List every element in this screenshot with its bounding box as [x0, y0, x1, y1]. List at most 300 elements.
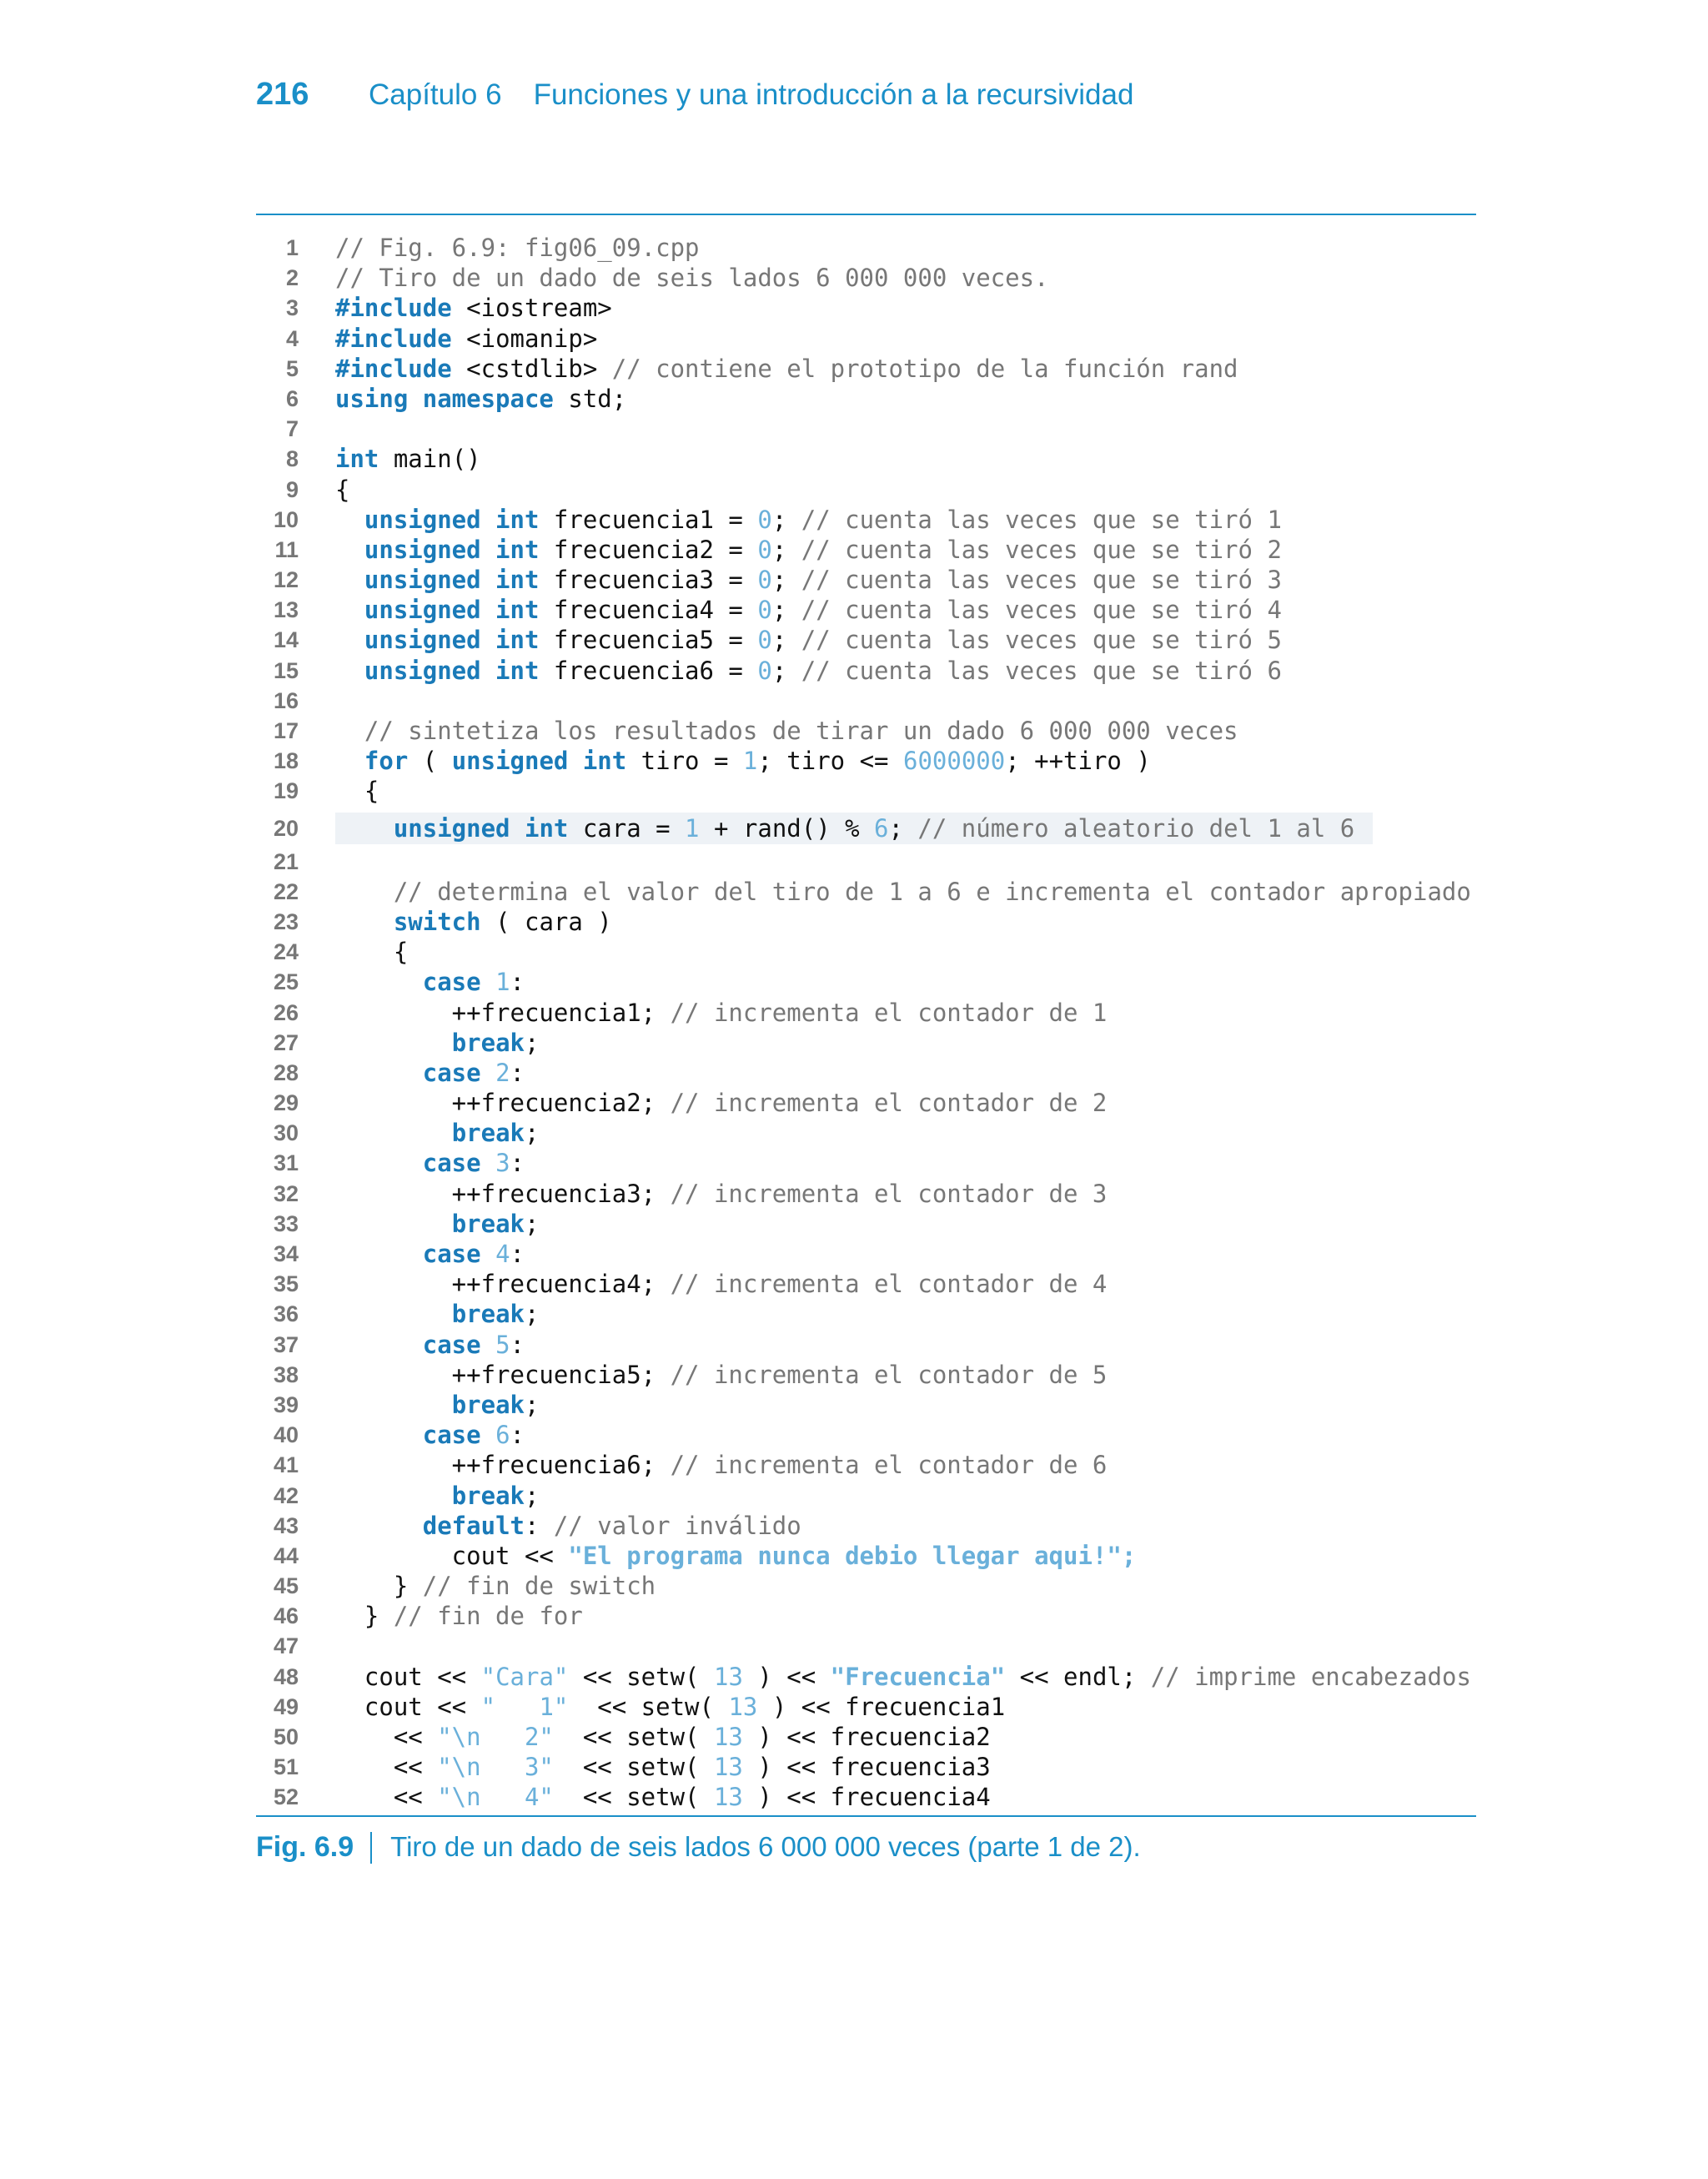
- line-number: 3: [285, 295, 299, 321]
- line-number: 50: [273, 1724, 299, 1749]
- code-text: [335, 998, 1107, 1028]
- code-token: // cuenta las veces que se tiró 4: [801, 596, 1282, 625]
- code-token: // fin de switch: [422, 1572, 656, 1601]
- code-token: [335, 1240, 423, 1268]
- code-token: ;: [525, 1028, 540, 1057]
- code-token: break: [451, 1481, 525, 1510]
- line-number: 41: [273, 1452, 299, 1478]
- code-token: 6000000: [902, 747, 1006, 776]
- code-token: << setw(: [568, 1662, 714, 1691]
- code-token: [335, 814, 394, 843]
- line-number: 38: [273, 1361, 299, 1387]
- code-token: #include: [335, 324, 452, 353]
- code-token: ++frecuencia1;: [335, 998, 671, 1027]
- code-token: // incrementa el contador de 6: [670, 1451, 1108, 1480]
- code-text: [335, 625, 1282, 655]
- code-line: [0, 384, 1708, 414]
- code-token: [335, 717, 364, 745]
- code-line: [0, 1692, 1708, 1722]
- code-token: ;: [771, 535, 801, 564]
- code-token: "\n 4": [437, 1783, 554, 1812]
- code-token: }: [335, 1602, 394, 1631]
- code-token: ;: [771, 566, 801, 595]
- code-token: 1: [685, 813, 700, 843]
- line-number: 51: [273, 1754, 299, 1780]
- code-text: [335, 384, 626, 414]
- code-token: cara =: [568, 813, 686, 843]
- code-text: [335, 1179, 1107, 1209]
- code-token: ;: [525, 1390, 540, 1419]
- code-token: // Tiro de un dado de seis lados 6 000 000 veces.: [335, 264, 1049, 293]
- code-text: [335, 1028, 539, 1058]
- code-token: <iostream>: [451, 294, 612, 323]
- code-token: [335, 1512, 423, 1540]
- line-number: 7: [285, 416, 299, 442]
- code-line: [0, 1511, 1708, 1541]
- line-number: 17: [273, 718, 299, 743]
- code-token: [481, 968, 495, 996]
- code-token: <<: [335, 1723, 438, 1751]
- code-token: for: [364, 747, 409, 776]
- code-line: [0, 293, 1708, 323]
- code-token: "Cara": [480, 1662, 569, 1691]
- code-token: break: [451, 1028, 525, 1057]
- line-number: 32: [273, 1180, 299, 1206]
- code-token: case: [422, 1058, 481, 1087]
- code-token: main(): [379, 445, 481, 474]
- code-text: [335, 475, 349, 505]
- code-line: [0, 263, 1708, 293]
- line-number: 18: [273, 748, 299, 774]
- code-token: + rand() %: [699, 813, 875, 843]
- code-line: [0, 1360, 1708, 1390]
- line-number: 25: [273, 969, 299, 995]
- code-token: [335, 1391, 452, 1419]
- code-token: 13: [713, 1662, 743, 1691]
- code-token: 0: [757, 656, 772, 685]
- code-token: 0: [757, 596, 772, 625]
- code-token: <<: [335, 1783, 438, 1812]
- code-token: ; tiro <=: [757, 747, 903, 776]
- code-line: [0, 1662, 1708, 1692]
- code-text: [335, 776, 379, 806]
- code-token: [335, 1029, 452, 1057]
- code-token: [335, 536, 364, 564]
- code-token: [335, 1300, 452, 1328]
- code-line: [0, 565, 1708, 595]
- code-token: [335, 968, 423, 996]
- code-token: ;: [525, 1300, 540, 1329]
- code-text: [335, 1450, 1107, 1480]
- code-line: [0, 233, 1708, 263]
- line-number: 49: [273, 1693, 299, 1719]
- code-token: ++frecuencia2;: [335, 1089, 671, 1118]
- code-line: [0, 1481, 1708, 1511]
- code-token: ++frecuencia3;: [335, 1179, 671, 1208]
- line-number: 10: [273, 506, 299, 532]
- code-token: ) << frecuencia2: [742, 1723, 991, 1751]
- code-token: ++frecuencia5;: [335, 1360, 671, 1389]
- line-number: 24: [273, 939, 299, 965]
- line-number: 37: [273, 1331, 299, 1357]
- code-line: [0, 1269, 1708, 1299]
- code-line: [0, 746, 1708, 776]
- code-line: [0, 937, 1708, 967]
- code-text: [335, 1692, 1005, 1722]
- code-token: // incrementa el contador de 2: [670, 1089, 1108, 1118]
- code-token: :: [510, 1421, 525, 1450]
- code-token: [335, 908, 394, 936]
- code-text: [335, 1601, 583, 1631]
- line-number: 5: [285, 355, 299, 381]
- code-token: ++frecuencia4;: [335, 1270, 671, 1299]
- code-token: [335, 506, 364, 534]
- code-token: break: [451, 1119, 525, 1148]
- line-number: 16: [273, 687, 299, 713]
- line-number: 45: [273, 1573, 299, 1599]
- line-number: 34: [273, 1241, 299, 1266]
- code-line: [0, 907, 1708, 937]
- code-token: [335, 1482, 452, 1510]
- line-number: 14: [273, 627, 299, 653]
- code-text: [335, 1058, 525, 1088]
- code-token: case: [422, 1421, 481, 1450]
- page-number: 216: [256, 77, 309, 112]
- code-line: [0, 324, 1708, 354]
- code-line: [0, 877, 1708, 907]
- code-token: // cuenta las veces que se tiró 6: [801, 656, 1282, 685]
- code-token: 13: [713, 1723, 743, 1751]
- figure-caption: [256, 1831, 1141, 1864]
- code-token: ++frecuencia6;: [335, 1451, 671, 1480]
- code-line: [0, 1330, 1708, 1360]
- code-token: case: [422, 1149, 481, 1178]
- code-text: [335, 1722, 991, 1752]
- chapter-title: Funciones y una introducción a la recursividad: [533, 78, 1134, 111]
- code-line: [0, 1209, 1708, 1239]
- code-token: 0: [757, 566, 772, 595]
- code-token: "El programa nunca debio llegar aqui!";: [568, 1541, 1137, 1570]
- code-token: }: [335, 1572, 423, 1601]
- code-line: [0, 595, 1708, 625]
- code-listing: [0, 233, 1708, 1813]
- line-number: 44: [273, 1542, 299, 1568]
- line-number: 2: [285, 265, 299, 291]
- line-number: 19: [273, 778, 299, 804]
- code-token: ;: [771, 626, 801, 655]
- code-token: 6: [874, 813, 889, 843]
- code-token: 1: [742, 747, 758, 776]
- code-token: unsigned int: [451, 747, 627, 776]
- line-number: 26: [273, 999, 299, 1025]
- code-text: [335, 907, 612, 937]
- code-token: ( cara ): [480, 907, 612, 936]
- code-line: [0, 1782, 1708, 1812]
- code-line: [0, 686, 1708, 716]
- code-token: case: [422, 1240, 481, 1268]
- figure-label: Fig. 6.9: [256, 1831, 354, 1863]
- code-token: [335, 1331, 423, 1359]
- code-text: [335, 535, 1282, 565]
- code-token: [335, 626, 364, 654]
- code-text: [335, 1209, 539, 1239]
- page-header: [256, 77, 1133, 123]
- code-line: [0, 535, 1708, 565]
- code-token: default: [422, 1511, 525, 1540]
- code-line: [0, 1390, 1708, 1420]
- code-token: tiro =: [626, 747, 743, 776]
- code-token: cout <<: [335, 1692, 481, 1721]
- code-line: [0, 1058, 1708, 1088]
- code-line: [0, 1571, 1708, 1601]
- code-text: [335, 1299, 539, 1329]
- code-text: [335, 1752, 991, 1782]
- code-text: [335, 1571, 656, 1601]
- code-token: [481, 1421, 495, 1449]
- code-line: [0, 1450, 1708, 1480]
- line-number: 39: [273, 1391, 299, 1417]
- code-token: 6: [495, 1421, 510, 1450]
- line-number: 30: [273, 1120, 299, 1146]
- code-token: 0: [757, 535, 772, 564]
- code-token: [335, 657, 364, 685]
- code-token: [335, 747, 364, 775]
- code-token: // contiene el prototipo de la función rand: [611, 354, 1238, 383]
- code-text: [335, 1782, 991, 1812]
- code-line: [0, 1148, 1708, 1178]
- code-token: // incrementa el contador de 3: [670, 1179, 1108, 1208]
- code-token: [335, 1210, 452, 1238]
- code-text: [335, 746, 1151, 776]
- code-line: [0, 967, 1708, 997]
- code-text: [335, 877, 1471, 907]
- code-token: break: [451, 1209, 525, 1238]
- code-token: 0: [757, 626, 772, 655]
- code-line: [0, 1541, 1708, 1571]
- code-token: [481, 1331, 495, 1359]
- code-token: :: [510, 1149, 525, 1178]
- line-number: 9: [285, 476, 299, 502]
- line-number: 42: [273, 1482, 299, 1508]
- line-number: 36: [273, 1301, 299, 1327]
- code-text: [335, 1390, 539, 1420]
- line-number: 13: [273, 597, 299, 623]
- line-number: 8: [285, 446, 299, 472]
- code-token: break: [451, 1300, 525, 1329]
- code-token: frecuencia2 =: [539, 535, 758, 564]
- code-token: ) <<: [742, 1662, 831, 1691]
- code-token: unsigned int: [364, 596, 540, 625]
- code-token: 2: [495, 1058, 510, 1087]
- code-token: ;: [525, 1209, 540, 1238]
- code-line: [0, 807, 1708, 847]
- code-token: 13: [713, 1753, 743, 1782]
- bottom-rule: [256, 1815, 1476, 1817]
- code-token: [481, 1149, 495, 1177]
- code-token: // incrementa el contador de 4: [670, 1270, 1108, 1299]
- code-text: [335, 263, 1049, 293]
- code-token: :: [510, 1330, 525, 1359]
- code-token: // cuenta las veces que se tiró 2: [801, 535, 1282, 564]
- code-token: 3: [495, 1149, 510, 1178]
- code-token: using namespace: [335, 384, 554, 413]
- code-token: ;: [888, 813, 918, 843]
- code-token: << setw(: [553, 1723, 714, 1751]
- code-line: [0, 414, 1708, 444]
- code-token: ) << frecuencia4: [742, 1783, 991, 1812]
- code-text: [335, 813, 1373, 843]
- code-token: ; ++tiro ): [1005, 747, 1151, 776]
- highlighted-statement: [335, 813, 1373, 844]
- line-number: 31: [273, 1150, 299, 1176]
- chapter-label: Capítulo 6: [369, 78, 502, 111]
- code-token: frecuencia6 =: [539, 656, 758, 685]
- line-number: 48: [273, 1663, 299, 1689]
- code-token: cout <<: [335, 1541, 569, 1570]
- code-line: [0, 625, 1708, 655]
- code-text: [335, 1118, 539, 1148]
- code-token: #include: [335, 354, 452, 383]
- code-line: [0, 1179, 1708, 1209]
- code-line: [0, 1420, 1708, 1450]
- code-line: [0, 776, 1708, 806]
- code-text: [335, 656, 1282, 686]
- code-text: [335, 1148, 525, 1178]
- code-text: [335, 565, 1282, 595]
- code-token: [335, 1119, 452, 1147]
- line-number: 40: [273, 1422, 299, 1448]
- code-line: [0, 716, 1708, 746]
- code-text: [335, 1269, 1107, 1299]
- code-text: [335, 1511, 801, 1541]
- top-rule: [256, 214, 1476, 215]
- line-number: 1: [285, 235, 299, 260]
- code-token: 4: [495, 1240, 510, 1268]
- code-token: // incrementa el contador de 1: [670, 998, 1108, 1027]
- code-token: :: [510, 1058, 525, 1087]
- code-token: "Frecuencia": [830, 1662, 1006, 1691]
- code-text: [335, 967, 525, 997]
- code-token: frecuencia5 =: [539, 626, 758, 655]
- code-token: (: [408, 747, 452, 776]
- code-text: [335, 937, 408, 967]
- code-line: [0, 354, 1708, 384]
- code-token: [335, 566, 364, 594]
- code-text: [335, 1481, 539, 1511]
- code-token: 13: [713, 1783, 743, 1812]
- code-token: [481, 1059, 495, 1087]
- code-token: 1: [495, 968, 510, 997]
- code-token: // número aleatorio del 1 al 6: [917, 813, 1355, 843]
- code-token: ;: [771, 505, 801, 534]
- code-line: [0, 1028, 1708, 1058]
- code-token: // imprime encabezados: [1150, 1662, 1471, 1691]
- line-number: 27: [273, 1029, 299, 1055]
- code-token: // incrementa el contador de 5: [670, 1360, 1108, 1389]
- code-line: [0, 1722, 1708, 1752]
- code-token: ) << frecuencia1: [757, 1692, 1006, 1721]
- code-token: // cuenta las veces que se tiró 1: [801, 505, 1282, 534]
- line-number: 4: [285, 325, 299, 351]
- code-token: unsigned int: [393, 813, 569, 843]
- code-line: [0, 444, 1708, 474]
- code-token: <cstdlib>: [451, 354, 612, 383]
- code-token: ) << frecuencia3: [742, 1753, 991, 1782]
- code-line: [0, 1299, 1708, 1329]
- code-token: case: [422, 968, 481, 997]
- code-token: :: [524, 1511, 554, 1540]
- line-number: 22: [273, 878, 299, 904]
- line-number: 6: [285, 385, 299, 411]
- code-token: ;: [771, 596, 801, 625]
- code-token: frecuencia1 =: [539, 505, 758, 534]
- code-text: [335, 1662, 1471, 1692]
- code-token: unsigned int: [364, 505, 540, 534]
- code-token: // fin de for: [393, 1602, 583, 1631]
- code-text: [335, 1541, 1136, 1571]
- code-line: [0, 1118, 1708, 1148]
- code-token: :: [510, 1240, 525, 1268]
- code-line: [0, 998, 1708, 1028]
- code-token: <iomanip>: [451, 324, 598, 353]
- line-number: 47: [273, 1633, 299, 1659]
- code-line: [0, 656, 1708, 686]
- code-token: 13: [728, 1692, 758, 1721]
- code-token: // valor inválido: [553, 1511, 801, 1540]
- code-line: [0, 1239, 1708, 1269]
- code-token: unsigned int: [364, 566, 540, 595]
- code-text: [335, 354, 1238, 384]
- code-text: [335, 1088, 1107, 1118]
- code-token: unsigned int: [364, 535, 540, 564]
- code-text: [335, 444, 481, 474]
- code-line: [0, 1601, 1708, 1631]
- code-text: [335, 1239, 525, 1269]
- code-token: [335, 596, 364, 624]
- code-text: [335, 293, 612, 323]
- code-token: "\n 3": [437, 1753, 554, 1782]
- line-number: 46: [273, 1603, 299, 1629]
- code-token: ;: [525, 1119, 540, 1148]
- code-token: unsigned int: [364, 626, 540, 655]
- code-text: [335, 595, 1282, 625]
- code-text: [335, 1420, 525, 1450]
- code-token: << setw(: [553, 1783, 714, 1812]
- code-token: // cuenta las veces que se tiró 3: [801, 566, 1282, 595]
- line-number: 29: [273, 1090, 299, 1116]
- code-line: [0, 505, 1708, 535]
- code-text: [335, 505, 1282, 535]
- code-line: [0, 1752, 1708, 1782]
- code-token: cout <<: [335, 1662, 481, 1691]
- code-token: {: [335, 475, 350, 504]
- code-text: [335, 1360, 1107, 1390]
- code-token: #include: [335, 294, 452, 323]
- code-token: frecuencia4 =: [539, 596, 758, 625]
- code-token: std;: [553, 384, 627, 413]
- figure-caption-text: Tiro de un dado de seis lados 6 000 000 veces (parte 1 de 2).: [390, 1831, 1141, 1862]
- line-number: 33: [273, 1210, 299, 1236]
- code-token: // cuenta las veces que se tiró 5: [801, 626, 1282, 655]
- code-token: << endl;: [1005, 1662, 1151, 1691]
- code-token: case: [422, 1330, 481, 1359]
- line-number: 11: [274, 536, 299, 562]
- code-token: {: [335, 777, 379, 806]
- code-token: // sintetiza los resultados de tirar un dado 6 000 000 veces: [364, 717, 1238, 745]
- code-token: [335, 1059, 423, 1087]
- code-text: [335, 233, 700, 263]
- code-text: [335, 716, 1238, 746]
